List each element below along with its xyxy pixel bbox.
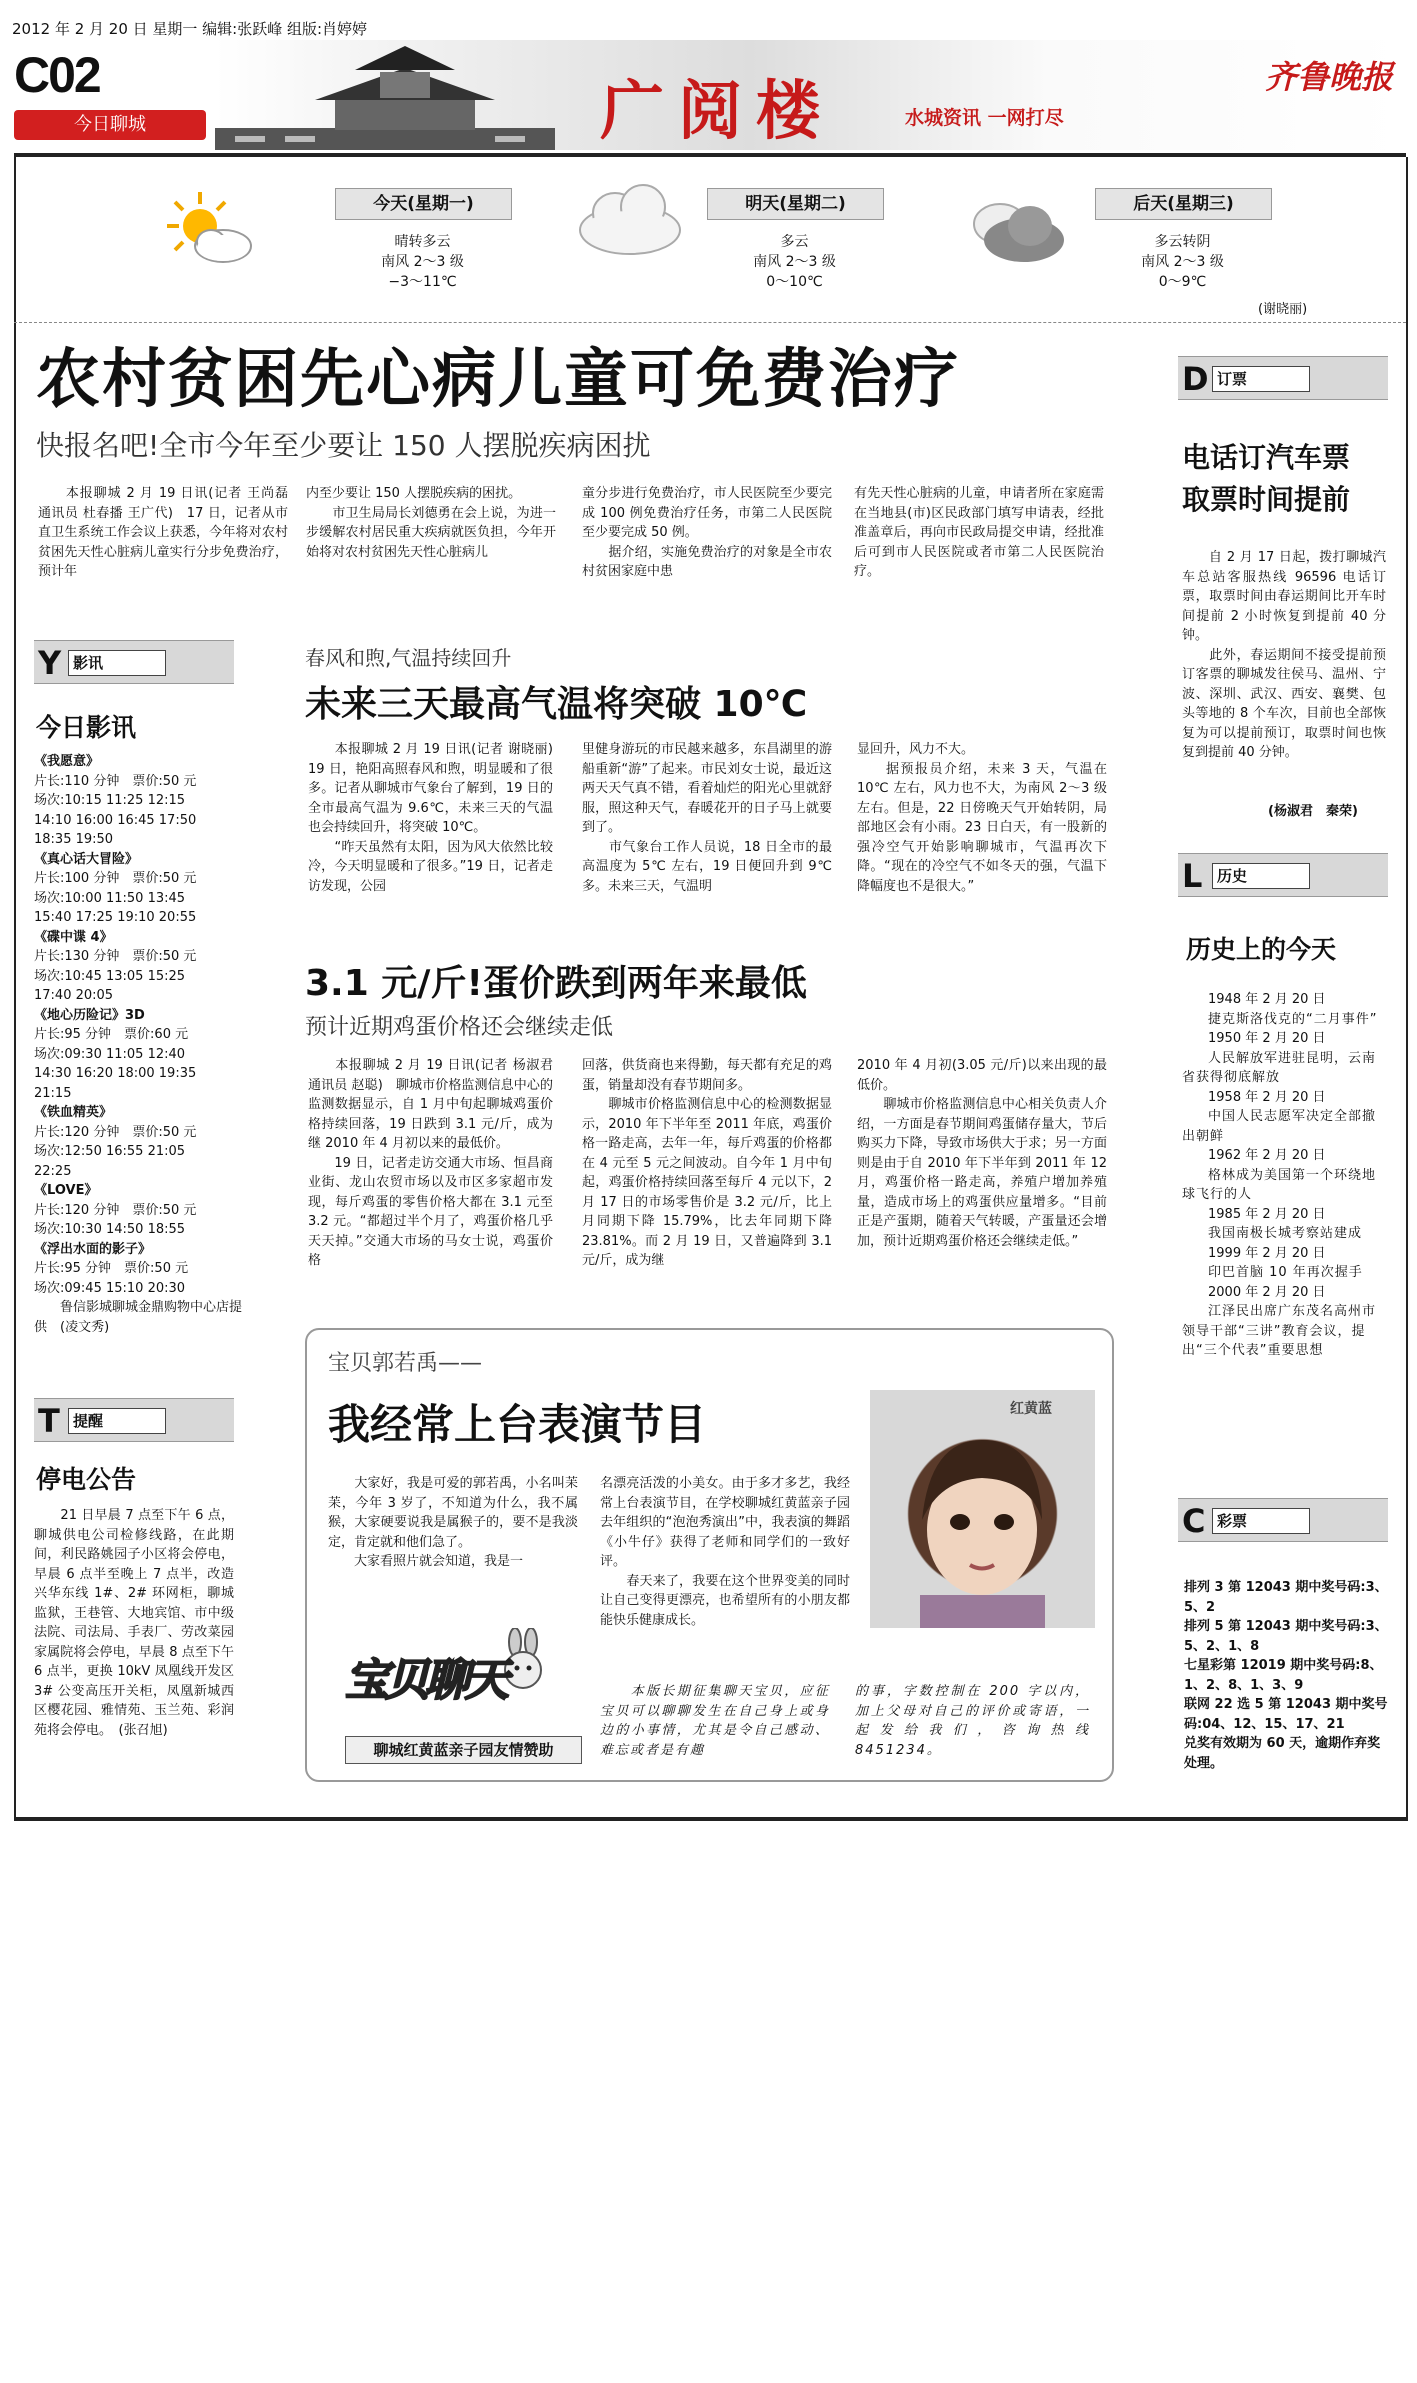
film-item [34,1181,242,1240]
lottery-list [1184,1578,1388,1773]
child-face-icon [870,1390,1095,1628]
weather-today-wind: 南风 2～3 级 [381,254,464,270]
film-item [34,850,242,928]
lead-col-3: 童分步进行免费治疗，市人民医院至少要完成 100 例免费治疗任务，市第二人民医院至少要完成 50 例。 据介绍，实施免费治疗的对象是全市农村贫困家庭中患 [582,486,832,579]
weather-day-today: 今天(星期一) [335,188,512,220]
film-line: 片长:110 分钟 票价:50 元 [34,773,197,789]
section-tab: 今日聊城 [14,110,206,140]
lead-col-1: 本报聊城 2 月 19 日讯(记者 王尚磊 通讯员 杜春播 王广代) 17 日，记者从市直卫生系统工作会议上获悉，今年将对农村贫困先天性心脏病儿童实行分步免费治疗，预计年 [38,486,302,579]
film-list [34,752,242,1337]
lead-col-2: 内至少要让 150 人摆脱疾病的困扰。 市卫生局局长刘德勇在会上说，为进一步缓解农村居民重大疾病就医负担，今年开始将对农村贫困先天性心脏病儿 [306,486,556,560]
film-box-letter: Y [38,644,62,682]
film-box-head [34,640,234,684]
weather-after-temp: 0～9℃ [1158,274,1207,290]
film-box-tag: 影讯 [68,650,166,676]
history-date: 1958 年 2 月 20 日 [1208,1089,1326,1105]
kids-col-2: 名漂亮活泼的小美女。由于多才多艺，我经常上台表演节目，在学校聊城红黄蓝亲子园去年组织的“泡泡秀演出”中，我表演的舞蹈《小牛仔》获得了老师和同学们的一致好评。 春天来了，我要在这个世界变美的同时让自己变得更漂亮，也希望所有的小朋友都能快乐健康成长。 [600,1476,850,1628]
weather-today-temp: −3～11℃ [388,274,457,290]
film-item [34,1103,242,1181]
film-line: 22:25 [34,1163,72,1179]
weather-story-col-1: 本报聊城 2 月 19 日讯(记者 谢晓丽) 19 日，艳阳高照春风和煦，明显暖和了很多。记者从聊城市气象台了解到，19 日的全市最高气温为 9.6℃，未来三天的气温也会持续回升，将突破 10℃。 “昨天虽然有太阳，因为风大依然比较冷，今天明显暖和了很多。”19 日，记者走访发现，公园 [308,742,553,894]
history-text: 印巴首脑 10 年再次握手 [1208,1265,1363,1280]
history-date: 1999 年 2 月 20 日 [1208,1245,1326,1261]
notice-title: 停电公告 [36,1465,137,1494]
history-text: 中国人民志愿军决定全部撤出朝鲜 [1182,1109,1377,1144]
tower-icon [215,40,555,150]
film-line: 场次:10:15 11:25 12:15 [34,793,186,808]
weather-today-cond: 晴转多云 [394,234,451,250]
lottery-box-tag: 彩票 [1212,1508,1310,1534]
film-line: 场次:10:30 14:50 18:55 [34,1222,186,1237]
history-text: 江泽民出席广东茂名高州市领导干部“三讲”教育会议，提出“三个代表”重要思想 [1182,1304,1377,1358]
header-date-line: 2012 年 2 月 20 日 星期一 编辑:张跃峰 组版:肖婷婷 [12,20,368,38]
history-item [1182,1283,1386,1361]
film-line: 14:10 16:00 16:45 17:50 [34,812,197,828]
weather-story-kicker: 春风和煦,气温持续回升 [305,646,512,670]
film-name: 《浮出水面的影子》 [34,1241,152,1257]
history-item [1182,1205,1386,1244]
child-photo [870,1390,1095,1628]
ticket-box-letter: D [1182,360,1209,398]
history-box-head [1178,853,1388,897]
film-line: 15:40 17:25 19:10 20:55 [34,910,197,925]
film-line: 场次:12:50 16:55 21:05 [34,1144,186,1159]
ticket-box-head [1178,356,1388,400]
cloud-icon [575,175,685,260]
history-item [1182,1244,1386,1283]
history-date: 1950 年 2 月 20 日 [1208,1031,1326,1046]
dark-cloud-icon [960,190,1070,270]
weather-rule [14,322,1406,323]
film-item [34,752,242,850]
film-line: 片长:120 分钟 票价:50 元 [34,1124,197,1140]
history-list [1182,990,1386,1361]
history-text: 捷克斯洛伐克的“二月事件” [1208,1011,1378,1027]
kids-notice-1: 本版长期征集聊天宝贝，应征宝贝可以聊聊发生在自己身上或身边的小事情，尤其是令自己感动、难忘或者是有趣 [600,1684,830,1758]
ticket-credit: (杨淑君 秦荣) [1268,804,1358,819]
weather-tomorrow-temp: 0～10℃ [766,274,823,290]
film-name: 《铁血精英》 [34,1105,113,1120]
film-name: 《碟中谍 4》 [34,929,113,945]
ticket-title-1: 电话订汽车票 [1182,441,1351,474]
section-title: 广阅楼 [600,74,834,149]
film-line: 片长:130 分钟 票价:50 元 [34,949,197,964]
header-slogan: 水城资讯 一网打尽 [905,107,1064,129]
lottery-box-letter: C [1182,1502,1206,1540]
history-box-letter: L [1182,857,1203,895]
kids-logo [345,1628,575,1718]
notice-box-letter: T [38,1402,60,1440]
film-line: 21:15 [34,1085,72,1101]
film-name: 《我愿意》 [34,754,100,769]
lottery-line: 排列 5 第 12043 期中奖号码:3、5、2、1、8 [1184,1619,1388,1654]
kids-logo-text: 宝贝聊天 [345,1655,505,1706]
weather-after-cond: 多云转阴 [1154,234,1211,250]
history-item [1182,1029,1386,1088]
film-line: 片长:95 分钟 票价:50 元 [34,1261,189,1276]
film-line: 片长:100 分钟 票价:50 元 [34,871,197,886]
history-date: 1985 年 2 月 20 日 [1208,1206,1326,1222]
kids-sponsor: 聊城红黄蓝亲子园友情赞助 [345,1736,582,1764]
film-item [34,1006,242,1104]
ticket-box-tag: 订票 [1212,366,1310,392]
weather-story-col-2: 里健身游玩的市民越来越多，东昌湖里的游船重新“游”了起来。市民刘女士说，最近这两天天气真不错，看着灿烂的阳光心里就舒服，照这种天气，春暖花开的日子马上就要到了。 市气象台工作人员说，18 日全市的最高温度为 5℃ 左右，19 日便回升到 9℃ 多。未来三天，气温明 [582,742,832,894]
film-line: 14:30 16:20 18:00 19:35 [34,1066,197,1081]
kids-notice-2: 的事，字数控制在 200 字以内，加上父母对自己的评价或寄语，一起发给我们，咨询热线 8451234。 [855,1684,1097,1758]
notice-box-tag: 提醒 [68,1408,166,1434]
lottery-line: 兑奖有效期为 60 天，逾期作弃奖处理。 [1184,1736,1381,1771]
lottery-line: 联网 22 选 5 第 12043 期中奖号码:04、12、15、17、21 [1184,1697,1388,1732]
kids-kicker: 宝贝郭若禹—— [328,1351,483,1376]
weather-story-headline: 未来三天最高气温将突破 10℃ [305,684,808,725]
egg-story-subhead: 预计近期鸡蛋价格还会继续走低 [305,1015,614,1040]
sun-cloud-icon [165,190,255,270]
lead-col-4: 有先天性心脏病的儿童，申请者所在家庭需在当地县(市)区民政部门填写申请表，经批准盖章后，再向市民政局提交申请，经批准后可到市人民医院或者市第二人民医院治疗。 [854,486,1104,579]
notice-box-head [34,1398,234,1442]
history-text: 我国南极长城考察站建成 [1208,1226,1363,1241]
film-name: 《地心历险记》3D [34,1007,145,1023]
lead-headline: 农村贫困先心病儿童可免费治疗 [36,343,960,417]
history-item [1182,1146,1386,1205]
weather-tomorrow-wind: 南风 2～3 级 [753,254,836,270]
film-name: 《LOVE》 [34,1183,98,1198]
lead-subhead: 快报名吧!全市今年至少要让 150 人摆脱疾病困扰 [36,429,651,462]
photo-logo: 红黄蓝 [1010,1401,1052,1417]
weather-story-col-3: 显回升，风力不大。 据预报员介绍，未来 3 天，气温在 10℃ 左右，风力也不大，为南风 2～3 级左右。但是，22 日傍晚天气开始转阴，局部地区会有小雨。23 日白天，有一股新的强冷空气开始影响聊城市，气温再次下降。“现在的冷空气不如冬天的强，气温下降幅度也不是很大。” [857,742,1107,894]
film-name: 《真心话大冒险》 [34,851,139,867]
egg-story-col-3: 2010 年 4 月初(3.05 元/斤)以来出现的最低价。 聊城市价格监测信息中心相关负责人介绍，一方面是春节期间鸡蛋储存量大，节后购买力下降，导致市场供大于求；另一方面则是由于自 2010 年下半年到 2011 年 12 月，鸡蛋价格一路走高，养殖户增加养殖量，造成市场上的鸡蛋供应量增多。“目前正是产蛋期，随着天气转暖，产蛋量还会增加，预计近期鸡蛋价格还会继续走低。” [857,1058,1107,1249]
ticket-body: 自 2 月 17 日起，拨打聊城汽车总站客服热线 96596 电话订票，取票时间由春运期间比开车时间提前 2 小时恢复到提前 40 分钟。 此外，春运期间不接受提前预订客票的聊城发往侯马、温州、宁波、深圳、武汉、西安、襄樊、包头等地的 8 个车次，目前也全部恢复为可以提前预订，取票时间也恢复到提前 40 分钟。 [1182,550,1386,760]
kids-col-1: 大家好，我是可爱的郭若禹，小名叫苿苿，今年 3 岁了，不知道为什么，我不属猴，大家硬要说我是属猴子的，要不是我淡定，肯定就和他们急了。 大家看照片就会知道，我是一 [328,1476,578,1569]
history-item [1182,1088,1386,1147]
masthead-logo: 齐鲁晚报 [1265,58,1394,96]
lottery-line: 七星彩第 12019 期中奖号码:8、1、2、8、1、3、9 [1184,1658,1383,1693]
weather-tomorrow-cond: 多云 [780,234,809,250]
film-line: 场次:09:45 15:10 20:30 [34,1280,186,1296]
film-item [34,928,242,1006]
film-line: 片长:120 分钟 票价:50 元 [34,1202,197,1218]
history-date: 1948 年 2 月 20 日 [1208,992,1326,1007]
film-title: 今日影讯 [36,713,137,742]
film-line: 场次:10:45 13:05 15:25 [34,968,186,984]
kids-headline: 我经常上台表演节目 [328,1400,707,1449]
egg-story-headline: 3.1 元/斤!蛋价跌到两年来最低 [305,963,807,1004]
film-line: 18:35 19:50 [34,832,114,847]
film-item [34,1240,242,1299]
egg-story-col-1: 本报聊城 2 月 19 日讯(记者 杨淑君 通讯员 赵聪) 聊城市价格监测信息中心的监测数据显示，自 1 月中旬起聊城鸡蛋价格持续回落，19 日跌到 3.1 元/斤，成为继 2010 年 4 月初以来的最低价。 19 日，记者走访交通大市场、恒昌商业街、龙山农贸市场以及市区多家超市发现，每斤鸡蛋的零售价格大都在 3.1 元至 3.2 元。“都超过半个月了，鸡蛋价格几乎天天掉。”交通大市场的马女士说，鸡蛋价格 [308,1058,553,1268]
weather-day-after: 后天(星期三) [1095,188,1272,220]
history-text: 人民解放军进驻昆明，云南省获得彻底解放 [1182,1050,1377,1085]
history-title: 历史上的今天 [1186,935,1337,964]
film-line: 场次:09:30 11:05 12:40 [34,1046,186,1062]
notice-body: 21 日早晨 7 点至下午 6 点，聊城供电公司检修线路，在此期间，利民路姚园子小区将会停电，早晨 6 点半至晚上 7 点半，改造兴华东线 1#、2# 环网柜，聊城监狱，王巷管、大地宾馆、市中级法院、司法局、手表厂、劳改菜园家属院将会停电，早晨 8 点至下午 6 点半，更换 10kV 凤凰线开发区 3# 公变高压开关柜，凤凰新城西区樱花园、雅情苑、玉兰苑、彩润苑将会停电。 (张召旭) [34,1508,239,1738]
history-date: 1962 年 2 月 20 日 [1208,1148,1326,1163]
egg-story-col-2: 回落，供货商也来得勤，每天都有充足的鸡蛋，销量却没有春节期间多。 聊城市价格监测信息中心的检测数据显示，2010 年下半年至 2011 年底，鸡蛋价格一路走高，去年一年，每斤鸡蛋的价格都在 4 元至 5 元之间波动。自今年 1 月中旬起，鸡蛋价格持续回落至每斤 4 元以下，2 月 17 日的市场零售价是 3.2 元/斤，比上月同期下降 15.79%，比去年同期下降 23.81%。而 2 月 19 日，又普遍降到 3.1 元/斤，成为继 [582,1058,832,1268]
film-line: 17:40 20:05 [34,988,114,1003]
lottery-line: 排列 3 第 12043 期中奖号码:3、5、2 [1184,1580,1388,1615]
page-code: C02 [14,47,100,103]
film-credit: 鲁信影城聊城金鼎购物中心店提供 (凌文秀) [34,1300,243,1335]
history-item [1182,990,1386,1029]
weather-after-wind: 南风 2～3 级 [1141,254,1224,270]
history-box-tag: 历史 [1212,863,1310,889]
ticket-title-2: 取票时间提前 [1182,483,1351,516]
film-line: 片长:95 分钟 票价:60 元 [34,1027,189,1042]
weather-day-tomorrow: 明天(星期二) [707,188,884,220]
history-date: 2000 年 2 月 20 日 [1208,1284,1326,1300]
history-text: 格林成为美国第一个环绕地球飞行的人 [1182,1167,1377,1202]
lottery-box-head [1178,1498,1388,1542]
weather-credit: (谢晓丽) [1258,302,1308,317]
film-line: 场次:10:00 11:50 13:45 [34,890,186,906]
